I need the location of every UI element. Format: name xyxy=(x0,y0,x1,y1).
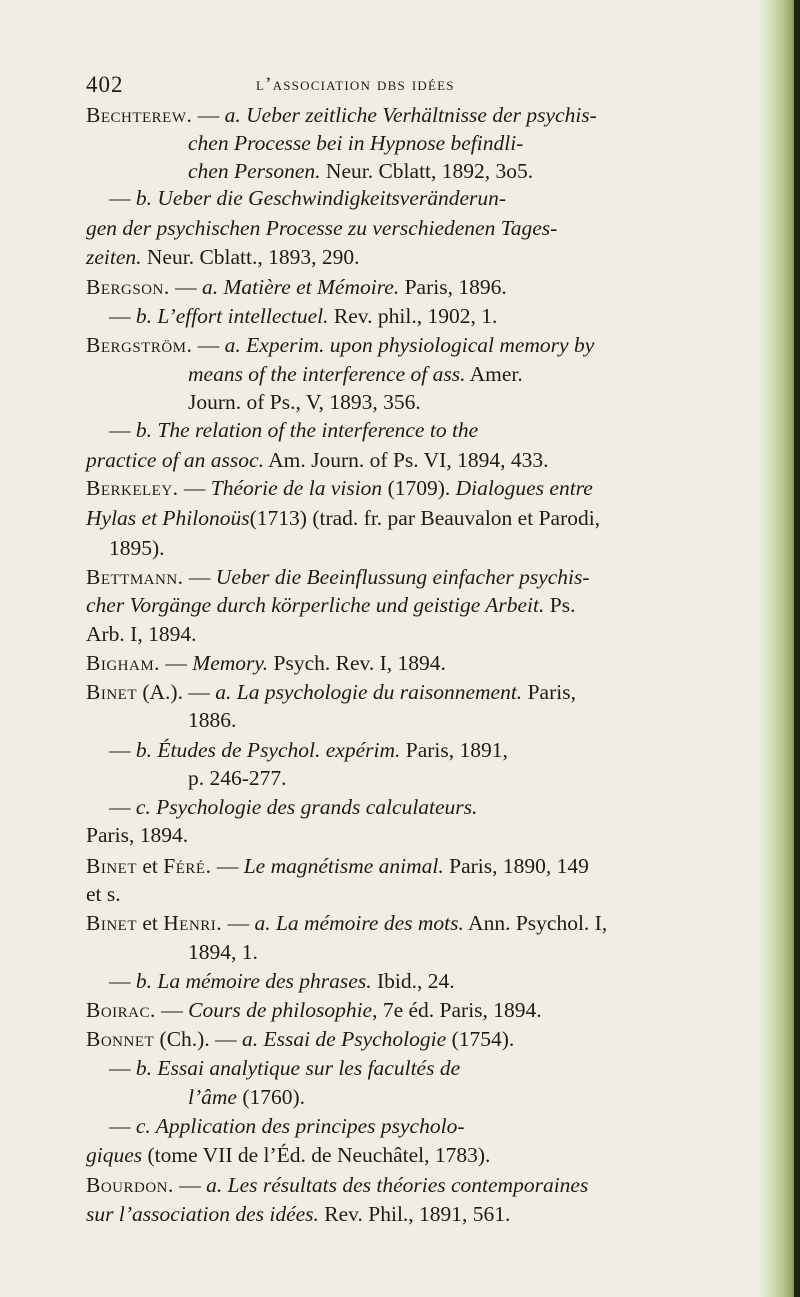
separator-text: — xyxy=(109,795,136,819)
separator-text: — xyxy=(160,651,193,675)
author-name: Bergström. xyxy=(86,333,193,357)
page-number: 402 xyxy=(86,72,124,97)
work-title: l’âme xyxy=(188,1085,237,1109)
entry-line xyxy=(188,389,421,415)
entry-line xyxy=(109,1113,465,1139)
work-title: Ueber die Beeinflussung einfacher psychis- xyxy=(215,565,590,589)
publication-info: p. 246-277. xyxy=(188,766,287,790)
work-title: a. La psychologie du raisonnement. xyxy=(215,680,523,704)
publication-info: 1894, 1. xyxy=(188,940,258,964)
separator-text: — xyxy=(109,738,136,762)
separator-text: — xyxy=(109,1056,136,1080)
work-title: c. Psychologie des grands calculateurs. xyxy=(135,795,478,819)
publication-info: 1886. xyxy=(188,708,237,732)
entry-line xyxy=(188,765,287,791)
entry-line xyxy=(188,130,523,156)
work-title: gen der psychischen Processe zu verschiedenen Tages- xyxy=(86,216,558,240)
entry-line xyxy=(188,361,523,387)
work-title: means of the interference of ass. xyxy=(188,362,466,386)
work-title: Théorie de la vision xyxy=(210,476,383,500)
separator-text: — xyxy=(222,911,255,935)
separator-text: — xyxy=(109,418,136,442)
publication-info: Am. Journ. of Ps. VI, 1894, 433. xyxy=(263,448,549,472)
entry-line xyxy=(109,535,165,561)
separator-text: — xyxy=(178,476,211,500)
separator-text: — xyxy=(109,186,136,210)
publication-info: Ann. Psychol. I, xyxy=(463,911,608,935)
entry-line xyxy=(86,853,589,879)
entry-line xyxy=(109,417,478,443)
work-title: chen Processe bei in Hypnose befindli- xyxy=(188,131,524,155)
work-title: Memory. xyxy=(192,651,269,675)
publication-info: Journ. of Ps., V, 1893, 356. xyxy=(188,390,421,414)
separator-text: — xyxy=(192,103,225,127)
entry-line xyxy=(109,185,506,211)
work-title: Dialogues entre xyxy=(455,476,593,500)
work-title: Cours de philosophie, xyxy=(188,998,378,1022)
author-name: Bonnet xyxy=(86,1027,155,1051)
separator-text: et xyxy=(137,911,164,935)
coauthor-name: Henri. xyxy=(163,911,223,935)
coauthor-name: Féré. xyxy=(163,854,212,878)
entry-line xyxy=(86,1201,510,1227)
entry-line xyxy=(86,274,507,300)
author-name: Berkeley. xyxy=(86,476,179,500)
page-header xyxy=(86,72,686,102)
entry-line xyxy=(86,910,607,936)
publication-info: Paris, 1894. xyxy=(86,823,189,847)
entry-line xyxy=(188,707,236,733)
work-title: giques xyxy=(86,1143,143,1167)
work-title: chen Personen. xyxy=(188,159,321,183)
author-name: Bourdon. xyxy=(86,1173,174,1197)
entry-line xyxy=(86,592,575,618)
entry-line xyxy=(109,303,497,329)
entry-line xyxy=(86,447,548,473)
publication-info: Paris, 1891, xyxy=(400,738,508,762)
author-name: Bettmann. xyxy=(86,565,184,589)
work-title: a. Essai de Psychologie xyxy=(241,1027,447,1051)
work-title: a. Matière et Mémoire. xyxy=(201,275,400,299)
separator-text: — xyxy=(109,969,136,993)
separator-text: — xyxy=(192,333,225,357)
author-name: Binet xyxy=(86,680,137,704)
publication-info: (1760). xyxy=(236,1085,306,1109)
separator-text: (Ch.). — xyxy=(154,1027,242,1051)
entry-line xyxy=(188,1084,305,1110)
entry-line xyxy=(86,679,576,705)
separator-text: — xyxy=(211,854,244,878)
separator-text: — xyxy=(155,998,189,1022)
entry-line xyxy=(86,997,542,1023)
work-title: b. Essai analytique sur les facultés de xyxy=(135,1056,461,1080)
entry-line xyxy=(109,794,477,820)
entry-line xyxy=(86,881,121,907)
separator-text: — xyxy=(173,1173,207,1197)
author-name: Bergson. xyxy=(86,275,170,299)
publication-info: Rev. Phil., 1891, 561. xyxy=(318,1202,511,1226)
author-name: Binet xyxy=(86,911,137,935)
entry-line xyxy=(86,215,557,241)
work-title: b. Études de Psychol. expérim. xyxy=(135,738,401,762)
publication-info: Neur. Cblatt., 1893, 290. xyxy=(141,245,360,269)
publication-info: 7e éd. Paris, 1894. xyxy=(377,998,542,1022)
entry-line xyxy=(86,1026,514,1052)
work-title: zeiten. xyxy=(86,245,142,269)
publication-info: Ibid., 24. xyxy=(371,969,455,993)
author-name: Bechterew. xyxy=(86,103,193,127)
entry-line xyxy=(86,102,597,128)
work-title: b. La mémoire des phrases. xyxy=(135,969,372,993)
publication-info: et s. xyxy=(86,882,121,906)
entry-line xyxy=(86,505,600,531)
work-title: a. La mémoire des mots. xyxy=(254,911,464,935)
separator-text: — xyxy=(169,275,202,299)
entry-line xyxy=(86,1172,588,1198)
publication-info: Arb. I, 1894. xyxy=(86,622,197,646)
publication-info: Ps. xyxy=(544,593,576,617)
entry-line xyxy=(86,332,594,358)
publication-info: (1754). xyxy=(446,1027,515,1051)
work-title: a. Experim. upon physiological memory by xyxy=(224,333,595,357)
author-name: Binet xyxy=(86,854,137,878)
work-title: b. Ueber die Geschwindigkeitsveränderun- xyxy=(135,186,507,210)
publication-info: Amer. xyxy=(465,362,523,386)
work-title: cher Vorgänge durch körperliche und geistige Arbeit. xyxy=(86,593,545,617)
running-head: l’association dbs idées xyxy=(256,74,455,95)
publication-info: Neur. Cblatt, 1892, 3o5. xyxy=(320,159,534,183)
separator-text: et xyxy=(137,854,164,878)
publication-info: Psych. Rev. I, 1894. xyxy=(268,651,446,675)
entry-line xyxy=(109,968,455,994)
work-title: b. L’effort intellectuel. xyxy=(135,304,329,328)
work-title: Hylas et Philonoüs xyxy=(86,506,250,530)
separator-text: — xyxy=(109,1114,136,1138)
publication-info: Paris, 1890, 149 xyxy=(443,854,589,878)
entry-line xyxy=(109,1055,460,1081)
entry-line xyxy=(86,564,590,590)
work-title: a. Les résultats des théories contemporaines xyxy=(206,1173,589,1197)
entry-line xyxy=(86,475,593,501)
work-title: practice of an assoc. xyxy=(86,448,264,472)
separator-text: (A.). — xyxy=(137,680,216,704)
entry-line xyxy=(86,1142,490,1168)
publication-info: (1709). xyxy=(382,476,456,500)
publication-info: Paris, xyxy=(522,680,576,704)
separator-text: — xyxy=(109,304,136,328)
publication-info: 1895). xyxy=(109,536,165,560)
entry-line xyxy=(109,737,508,763)
page-edge-shadow xyxy=(794,0,800,1297)
entry-line xyxy=(188,158,533,184)
author-name: Boirac. xyxy=(86,998,156,1022)
publication-info: (1713) (trad. fr. par Beauvalon et Parodi, xyxy=(249,506,601,530)
work-title: a. Ueber zeitliche Verhältnisse der psychis- xyxy=(224,103,597,127)
entry-line xyxy=(86,650,446,676)
entry-line xyxy=(188,939,258,965)
entry-line xyxy=(86,621,196,647)
publication-info: (tome VII de l’Éd. de Neuchâtel, 1783). xyxy=(142,1143,491,1167)
entry-line xyxy=(86,244,360,270)
work-title: b. The relation of the interference to the xyxy=(135,418,479,442)
publication-info: Paris, 1896. xyxy=(399,275,507,299)
separator-text: — xyxy=(183,565,216,589)
entry-line xyxy=(86,822,188,848)
publication-info: Rev. phil., 1902, 1. xyxy=(328,304,498,328)
work-title: sur l’association des idées. xyxy=(86,1202,319,1226)
author-name: Bigham. xyxy=(86,651,161,675)
work-title: Le magnétisme animal. xyxy=(243,854,444,878)
work-title: c. Application des principes psycholo- xyxy=(135,1114,465,1138)
